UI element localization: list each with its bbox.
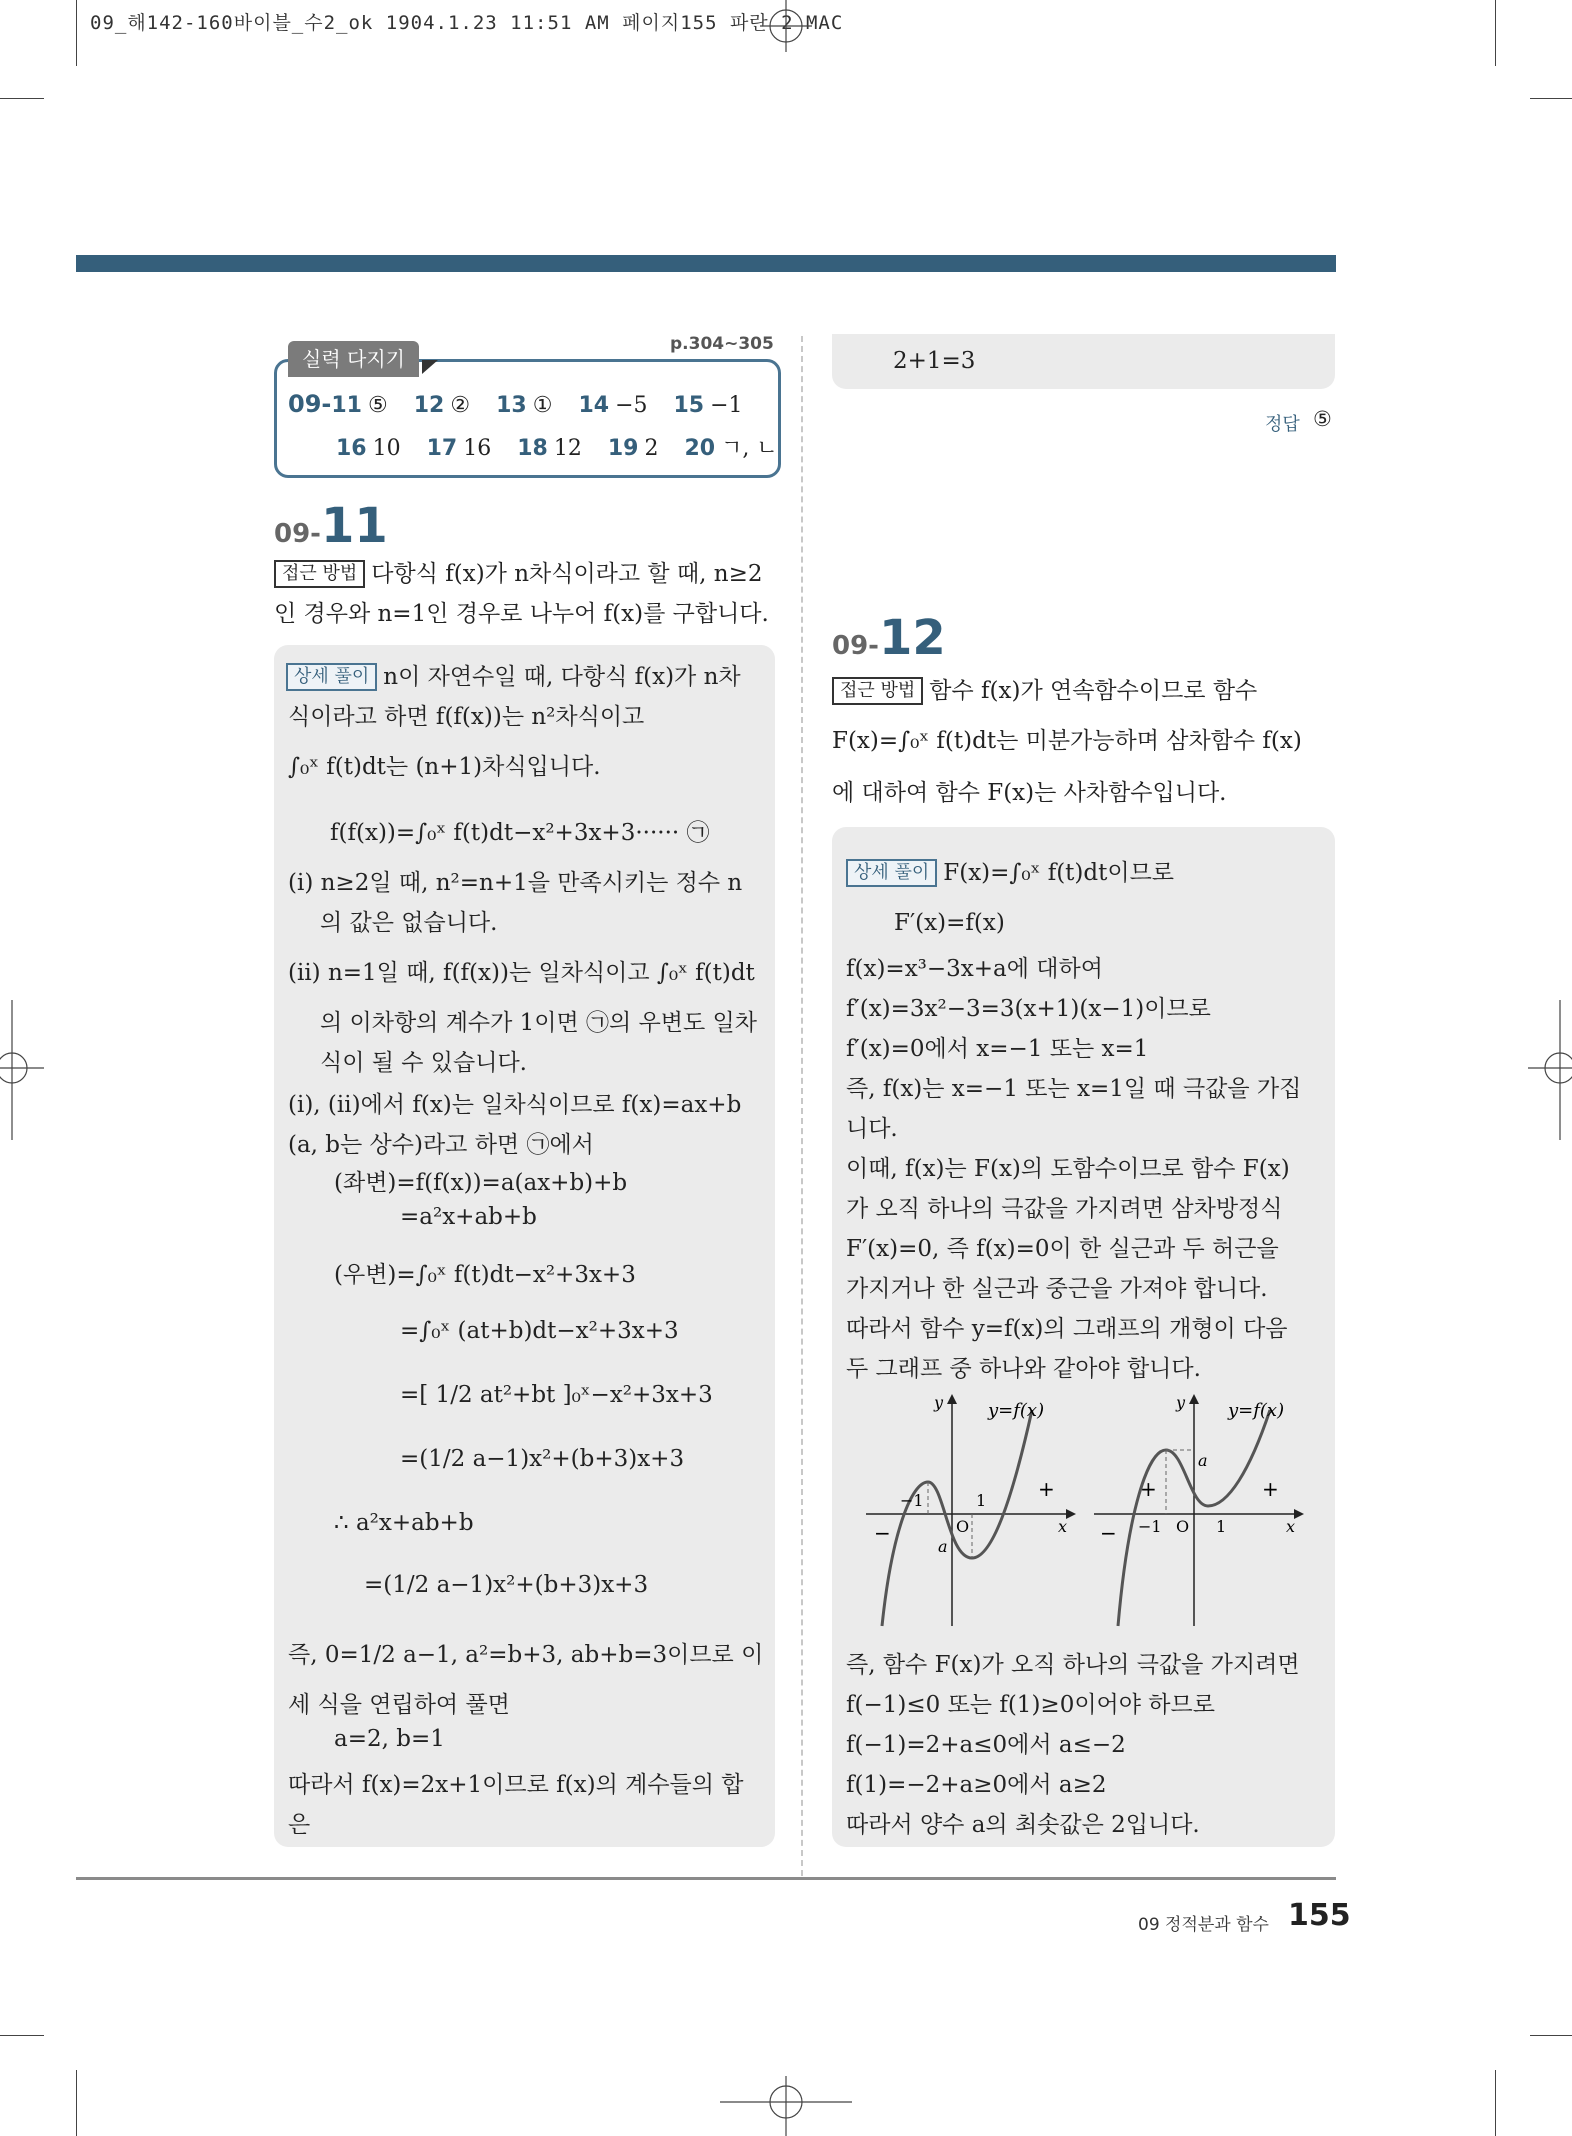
solution-line: 니다.: [846, 1116, 898, 1142]
problem-title-12: [832, 610, 946, 666]
crop-mark: [1530, 2035, 1572, 2036]
registration-mark: [1528, 1000, 1572, 1140]
page-number: 155: [1288, 1898, 1351, 1933]
solution-line: 은: [288, 1812, 311, 1838]
solution-line: =∫₀ˣ (at+b)dt−x²+3x+3: [400, 1318, 679, 1344]
crop-mark: [1495, 0, 1496, 66]
answer-prefix: 09-: [288, 390, 332, 418]
approach-line: [832, 672, 1257, 705]
answer-number: 17: [426, 436, 458, 461]
solution-line: a=2, b=1: [334, 1726, 445, 1752]
approach-text: 다항식 f(x)가 n차식이라고 할 때, n≥2: [371, 561, 763, 587]
solution-line: =(1/2 a−1)x²+(b+3)x+3: [364, 1572, 649, 1598]
sign-minus: −: [874, 1521, 891, 1545]
answer-value: 12: [553, 436, 582, 461]
registration-mark: [720, 2076, 852, 2136]
solution-text: F(x)=∫₀ˣ f(t)dt이므로: [943, 860, 1175, 886]
solution-line: =a²x+ab+b: [400, 1204, 537, 1230]
function-label: y=f(x): [1228, 1400, 1285, 1421]
x-axis-arrow: [1066, 1509, 1076, 1519]
solution-line: ∴ a²x+ab+b: [334, 1510, 474, 1536]
registration-mark: [0, 1000, 44, 1140]
crop-mark: [0, 98, 44, 99]
function-label: y=f(x): [988, 1400, 1045, 1421]
sign-minus: −: [1100, 1521, 1117, 1545]
solution-tag: 상세 풀이: [846, 859, 937, 887]
solution-line: (ⅱ) n=1일 때, f(f(x))는 일차식이고 ∫₀ˣ f(t)dt: [288, 960, 755, 986]
solution-line: (좌변)=f(f(x))=a(ax+b)+b: [334, 1170, 628, 1196]
origin-label: O: [956, 1517, 970, 1536]
sign-plus: +: [1038, 1477, 1055, 1501]
answer-number: 19: [607, 436, 639, 461]
solution-line: f′(x)=3x²−3=3(x+1)(x−1)이므로: [846, 996, 1211, 1022]
approach-text: 에 대하여 함수 F(x)는 사차함수입니다.: [832, 780, 1227, 806]
answer-value: −1: [710, 393, 743, 418]
solution-text: n이 자연수일 때, 다항식 f(x)가 n차: [383, 664, 741, 690]
approach-tag: 접근 방법: [832, 677, 923, 705]
problem-prefix: 09-: [274, 519, 321, 549]
answer-value: 16: [463, 436, 492, 461]
registration-mark: [760, 0, 812, 52]
tick-label: 1: [976, 1491, 987, 1510]
solution-line: [286, 658, 741, 691]
solution-line: 즉, f(x)는 x=−1 또는 x=1일 때 극값을 가집: [846, 1076, 1302, 1102]
problem-number: 12: [878, 610, 946, 666]
answer-number: 20: [684, 436, 716, 461]
tick-label: −1: [1138, 1517, 1162, 1536]
solution-line: f(−1)≤0 또는 f(1)≥0이어야 하므로: [846, 1692, 1215, 1718]
axis-label-y: y: [934, 1393, 944, 1412]
solution-line: 가지거나 한 실근과 중근을 가져야 합니다.: [846, 1276, 1268, 1302]
solution-line: (우변)=∫₀ˣ f(t)dt−x²+3x+3: [334, 1262, 636, 1288]
solution-line: f(x)=x³−3x+a에 대하여: [846, 956, 1103, 982]
solution-line: 의 값은 없습니다.: [320, 910, 498, 936]
answer-number: 15: [673, 393, 705, 418]
solution-line: 식이 될 수 있습니다.: [320, 1050, 527, 1076]
answer-summary-tab: 실력 다지기: [288, 341, 419, 377]
print-slug: 09_해142-160바이블_수2_ok 1904.1.23 11:51 AM 페이지155 파란 2 MAC: [90, 12, 844, 34]
answer-value: −5: [615, 393, 648, 418]
x-axis-arrow: [1294, 1509, 1304, 1519]
answer-value: ⑤: [1313, 407, 1332, 431]
answer-row-2: [336, 431, 804, 462]
answer-number: 13: [496, 393, 527, 418]
sign-plus: +: [1262, 1477, 1279, 1501]
solution-line: 2+1=3: [893, 348, 976, 374]
answer-value: ②: [450, 393, 471, 418]
solution-tag: 상세 풀이: [286, 663, 377, 691]
column-divider: [801, 336, 803, 1876]
solution-line: 가 오직 하나의 극값을 가지려면 삼차방정식: [846, 1196, 1283, 1222]
sign-plus: +: [1140, 1477, 1157, 1501]
crop-mark: [76, 0, 77, 66]
y-axis-arrow: [1189, 1394, 1199, 1404]
solution-line: 두 그래프 중 하나와 같아야 합니다.: [846, 1356, 1201, 1382]
solution-line: 즉, 함수 F(x)가 오직 하나의 극값을 가지려면: [846, 1652, 1300, 1678]
crop-mark: [0, 2035, 44, 2036]
graph-1: [862, 1390, 1082, 1630]
solution-line: (ⅰ) n≥2일 때, n²=n+1을 만족시키는 정수 n: [288, 870, 743, 896]
header-bar: [76, 255, 1336, 272]
crop-mark: [1530, 98, 1572, 99]
tick-label: 1: [1216, 1517, 1227, 1536]
problem-prefix: 09-: [832, 631, 879, 661]
problem-number: 11: [320, 498, 388, 554]
problem-title-11: [274, 498, 388, 554]
solution-line: 의 이차항의 계수가 1이면 ㉠의 우변도 일차: [320, 1010, 757, 1036]
point-label-a: a: [938, 1537, 948, 1556]
approach-text: 함수 f(x)가 연속함수이므로 함수: [929, 678, 1258, 704]
page-reference: p.304~305: [670, 334, 774, 354]
answer-label: 정답: [1265, 414, 1300, 435]
solution-line: ∫₀ˣ f(t)dt는 (n+1)차식입니다.: [288, 754, 601, 780]
solution-line: 따라서 f(x)=2x+1이므로 f(x)의 계수들의 합: [288, 1772, 744, 1798]
solution-line: =(1/2 a−1)x²+(b+3)x+3: [400, 1446, 685, 1472]
answer-value: ㄱ, ㄴ: [721, 436, 778, 461]
solution-line: F′(x)=0, 즉 f(x)=0이 한 실근과 두 허근을: [846, 1236, 1279, 1262]
answer-value: 2: [644, 436, 659, 461]
axis-label-x: x: [1286, 1517, 1296, 1536]
graph-2: [1090, 1390, 1310, 1630]
answer-value: ⑤: [367, 393, 388, 418]
answer-number: 11: [331, 393, 362, 418]
solution-line: F′(x)=f(x): [894, 910, 1005, 936]
solution-line: f′(x)=0에서 x=−1 또는 x=1: [846, 1036, 1149, 1062]
point-label-a: a: [1198, 1451, 1208, 1470]
answer-number: 16: [336, 436, 367, 461]
chapter-title: 09 정적분과 함수: [1138, 1915, 1269, 1935]
solution-line: 따라서 양수 a의 최솟값은 2입니다.: [846, 1812, 1200, 1838]
solution-line: =[ 1/2 at²+bt ]₀ˣ−x²+3x+3: [400, 1382, 713, 1408]
tick-label: −1: [900, 1491, 924, 1510]
solution-line: f(f(x))=∫₀ˣ f(t)dt−x²+3x+3······ ㉠: [330, 820, 710, 846]
solution-line: 세 식을 연립하여 풀면: [288, 1692, 510, 1718]
answer-value: 10: [372, 436, 401, 461]
solution-line: 이때, f(x)는 F(x)의 도함수이므로 함수 F(x): [846, 1156, 1290, 1182]
solution-line: f(−1)=2+a≤0에서 a≤−2: [846, 1732, 1126, 1758]
answer-number: 12: [413, 393, 445, 418]
approach-11: [274, 554, 794, 634]
solution-line: (ⅰ), (ⅱ)에서 f(x)는 일차식이므로 f(x)=ax+b: [288, 1092, 742, 1118]
answer-value: ①: [532, 393, 553, 418]
solution-line: f(1)=−2+a≥0에서 a≥2: [846, 1772, 1107, 1798]
answer-number: 14: [578, 393, 610, 418]
crop-mark: [1495, 2070, 1496, 2136]
solution-line: 식이라고 하면 f(f(x))는 n²차식이고: [288, 704, 645, 730]
solution-line: 따라서 함수 y=f(x)의 그래프의 개형이 다음: [846, 1316, 1288, 1342]
answer-row-1: [288, 390, 769, 418]
axis-label-x: x: [1058, 1517, 1068, 1536]
solution-line: (a, b는 상수)라고 하면 ㉠에서: [288, 1132, 594, 1158]
y-axis-arrow: [947, 1394, 957, 1404]
axis-label-y: y: [1176, 1393, 1186, 1412]
answer-number: 18: [517, 436, 548, 461]
footer-rule: [76, 1877, 1336, 1880]
approach-text: 인 경우와 n=1인 경우로 나누어 f(x)를 구합니다.: [274, 601, 769, 627]
tab-pointer: [422, 360, 438, 374]
approach-tag: 접근 방법: [274, 560, 365, 588]
solution-line: 즉, 0=1/2 a−1, a²=b+3, ab+b=3이므로 이: [288, 1642, 764, 1668]
crop-mark: [76, 2070, 77, 2136]
approach-text: F(x)=∫₀ˣ f(t)dt는 미분가능하며 삼차함수 f(x): [832, 728, 1302, 754]
origin-label: O: [1176, 1517, 1190, 1536]
solution-line: [846, 854, 1174, 887]
